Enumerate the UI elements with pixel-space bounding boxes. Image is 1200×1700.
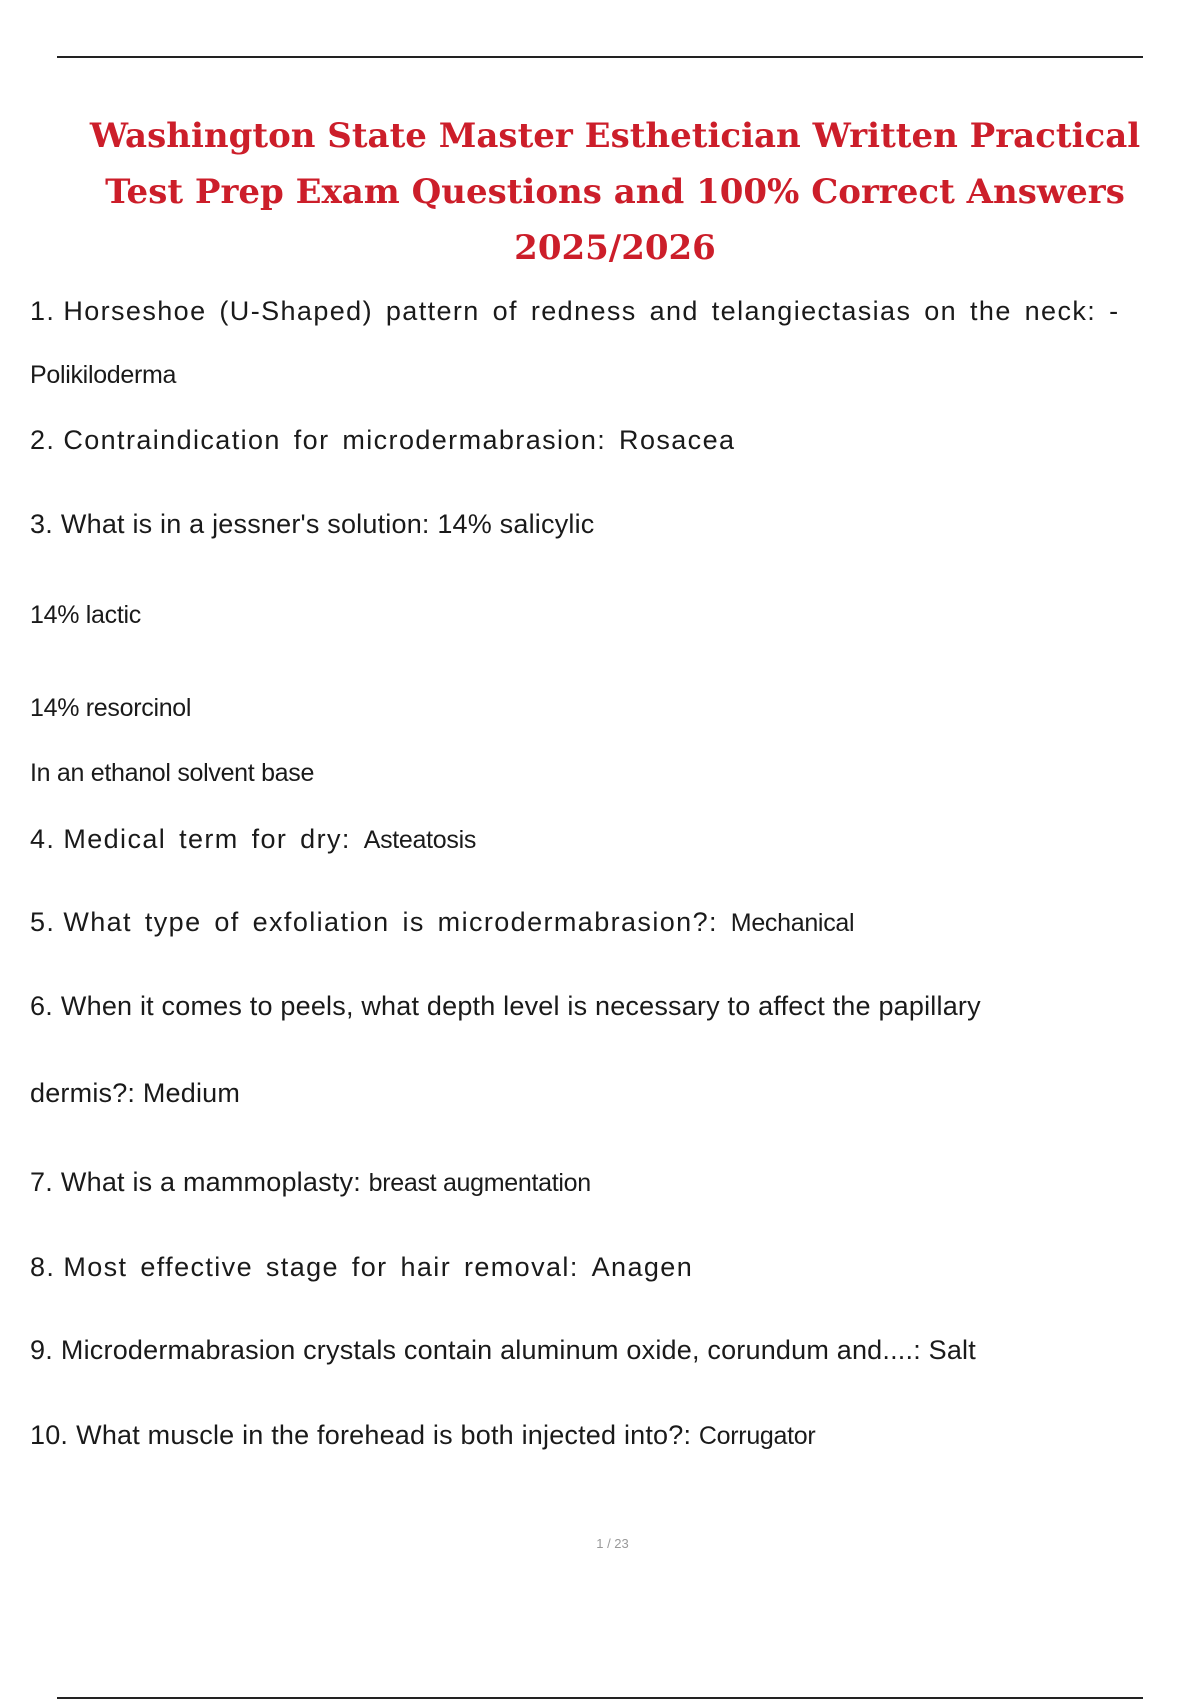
question-text: What is a mammoplasty:: [60, 1167, 361, 1197]
question-6: [30, 989, 981, 1023]
question-number: 7.: [30, 1167, 53, 1197]
question-number: 10.: [30, 1420, 69, 1450]
question-text: Contraindication for microdermabrasion:: [63, 425, 607, 455]
answer-text: Anagen: [591, 1252, 694, 1282]
question-number: 2.: [30, 425, 56, 455]
question-text: When it comes to peels, what depth level is necessary to affect the papillary: [60, 991, 981, 1021]
question-9: [30, 1333, 976, 1367]
question-3: [30, 507, 595, 541]
question-8: [30, 1250, 693, 1284]
question-7: [30, 1165, 591, 1200]
answer-text: Mechanical: [730, 909, 855, 937]
answer-3-line-2: 14% lactic: [30, 601, 141, 629]
question-number: 6.: [30, 991, 53, 1021]
question-number: 3.: [30, 509, 53, 539]
answer-text: 14% salicylic: [437, 509, 595, 539]
question-4: [30, 822, 476, 857]
answer-text: Salt: [928, 1335, 976, 1365]
top-divider: [57, 56, 1143, 58]
question-text-continuation: dermis?:: [30, 1078, 136, 1108]
answer-text: Medium: [142, 1078, 241, 1108]
question-2: [30, 423, 735, 457]
answer-text: Corrugator: [698, 1422, 816, 1450]
question-text: Horseshoe (U-Shaped) pattern of redness and telangiectasias on the neck: -: [63, 296, 1120, 326]
question-text: What type of exfoliation is microdermabrasion?:: [63, 907, 718, 937]
question-1: [30, 294, 1119, 328]
bottom-divider: [57, 1697, 1143, 1699]
question-text: What muscle in the forehead is both injected into?:: [76, 1420, 692, 1450]
answer-3-line-3: 14% resorcinol: [30, 694, 192, 722]
question-text: What is in a jessner's solution:: [60, 509, 430, 539]
question-6-continuation: [30, 1076, 240, 1110]
page-number: 1 / 23: [596, 1536, 629, 1551]
question-text: Microdermabrasion crystals contain aluminum oxide, corundum and....:: [60, 1335, 921, 1365]
answer-1: Polikiloderma: [30, 361, 177, 389]
answer-text: Rosacea: [619, 425, 736, 455]
question-10: [30, 1418, 815, 1453]
question-number: 1.: [30, 296, 56, 326]
answer-text: breast augmentation: [368, 1169, 591, 1197]
question-text: Medical term for dry:: [63, 824, 351, 854]
question-number: 4.: [30, 824, 56, 854]
question-5: [30, 905, 854, 940]
question-number: 9.: [30, 1335, 53, 1365]
question-text: Most effective stage for hair removal:: [63, 1252, 579, 1282]
answer-3-line-4: In an ethanol solvent base: [30, 759, 315, 787]
question-number: 8.: [30, 1252, 56, 1282]
document-title: Washington State Master Esthetician Written Practical Test Prep Exam Questions and 100% Correct Answers 2025/2026: [89, 116, 1141, 268]
answer-text: Asteatosis: [363, 826, 477, 854]
question-number: 5.: [30, 907, 56, 937]
